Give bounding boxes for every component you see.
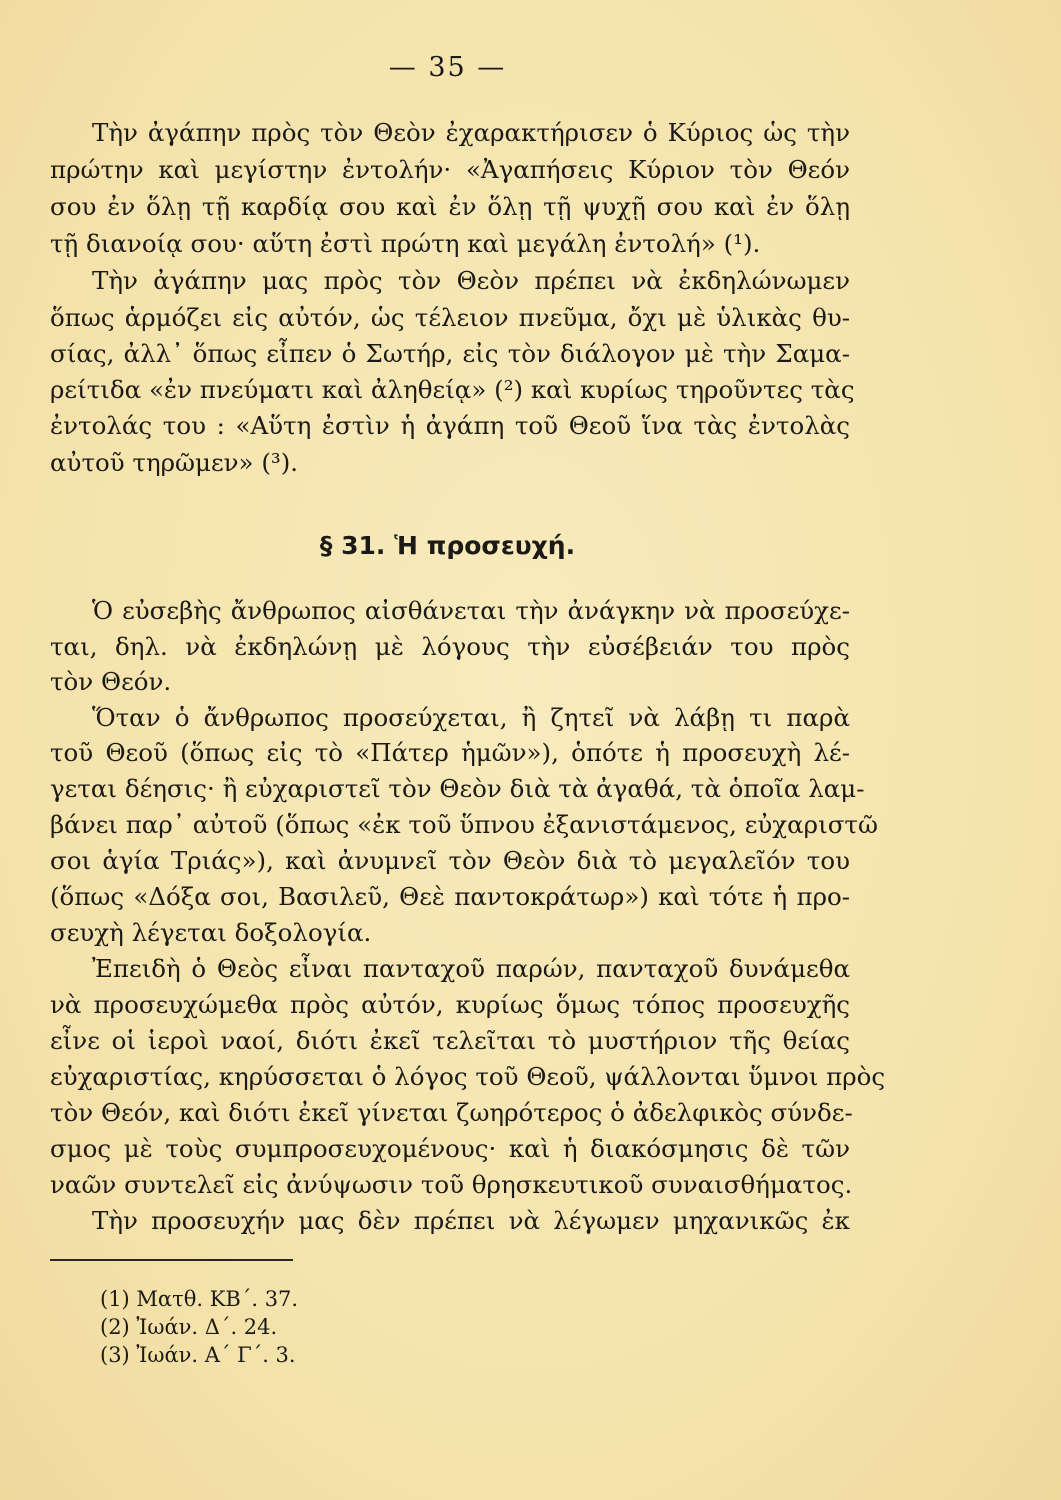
- text-line: σου ἐν ὅλῃ τῇ καρδίᾳ σου καὶ ἐν ὅλῃ τῇ ψυχῇ σου καὶ ἐν ὅλῃ: [50, 192, 850, 221]
- text-line: Τὴν ἀγάπην πρὸς τὸν Θεὸν ἐχαρακτήρισεν ὁ Κύριος ὡς τὴν: [92, 118, 850, 147]
- text-line: Ἐπειδὴ ὁ Θεὸς εἶναι πανταχοῦ παρών, πανταχοῦ δυνάμεθα: [92, 954, 850, 983]
- text-line: τῇ διανοίᾳ σου· αὕτη ἐστὶ πρώτη καὶ μεγάλη ἐντολή» (¹).: [50, 229, 761, 258]
- text-line: Τὴν προσευχήν μας δὲν πρέπει νὰ λέγωμεν μηχανικῶς ἐκ: [92, 1206, 850, 1235]
- text-line: Ὁ εὐσεβὴς ἄνθρωπος αἰσθάνεται τὴν ἀνάγκην νὰ προσεύχε-: [92, 596, 850, 625]
- section-heading: § 31. Ἡ προσευχή.: [319, 531, 576, 560]
- text-line: εἶνε οἱ ἱεροὶ ναοί, διότι ἐκεῖ τελεῖται τὸ μυστήριον τῆς θείας: [50, 1026, 850, 1055]
- text-line: γεται δέησις· ἢ εὐχαριστεῖ τὸν Θεὸν διὰ τὰ ἀγαθά, τὰ ὁποῖα λαμ-: [50, 774, 865, 803]
- text-line: εὐχαριστίας, κηρύσσεται ὁ λόγος τοῦ Θεοῦ, ψάλλονται ὕμνοι πρὸς: [50, 1062, 886, 1091]
- text-line: αὐτοῦ τηρῶμεν» (³).: [50, 448, 299, 477]
- text-line: βάνει παρ᾽ αὐτοῦ (ὅπως «ἐκ τοῦ ὕπνου ἐξανιστάμενος, εὐχαριστῶ: [50, 810, 878, 839]
- text-line: τὸν Θεόν, καὶ διότι ἐκεῖ γίνεται ζωηρότερος ὁ ἀδελφικὸς σύνδε-: [50, 1098, 853, 1127]
- text-line: σμος μὲ τοὺς συμπροσευχομένους· καὶ ἡ διακόσμησις δὲ τῶν: [50, 1134, 850, 1163]
- text-line: νὰ προσευχώμεθα πρὸς αὐτόν, κυρίως ὅμως τόπος προσευχῆς: [50, 990, 850, 1019]
- footnote: (1) Ματθ. ΚΒ΄. 37.: [100, 1287, 299, 1311]
- text-line: σίας, ἀλλ᾽ ὅπως εἶπεν ὁ Σωτήρ, εἰς τὸν διάλογον μὲ τὴν Σαμα-: [50, 339, 850, 368]
- text-line: Ὅταν ὁ ἄνθρωπος προσεύχεται, ἢ ζητεῖ νὰ λάβῃ τι παρὰ: [92, 703, 850, 732]
- text-line: σοι ἁγία Τριάς»), καὶ ἀνυμνεῖ τὸν Θεὸν διὰ τὸ μεγαλεῖόν του: [50, 846, 850, 875]
- text-line: τὸν Θεόν.: [50, 667, 172, 696]
- text-line: ρείτιδα «ἐν πνεύματι καὶ ἀληθείᾳ» (²) καὶ κυρίως τηροῦντες τὰς: [50, 375, 855, 404]
- text-line: πρώτην καὶ μεγίστην ἐντολήν· «Ἀγαπήσεις Κύριον τὸν Θεόν: [50, 155, 850, 184]
- text-line: (ὅπως «Δόξα σοι, Βασιλεῦ, Θεὲ παντοκράτωρ») καὶ τότε ἡ προ-: [50, 882, 850, 911]
- text-line: σευχὴ λέγεται δοξολογία.: [50, 918, 372, 947]
- footnote: (2) Ἰωάν. Δ΄. 24.: [100, 1315, 278, 1339]
- page-number: — 35 —: [388, 52, 507, 83]
- text-line: Τὴν ἀγάπην μας πρὸς τὸν Θεὸν πρέπει νὰ ἐκδηλώνωμεν: [92, 266, 850, 295]
- text-line: ἐντολάς του : «Αὕτη ἐστὶν ἡ ἀγάπη τοῦ Θεοῦ ἵνα τὰς ἐντολὰς: [50, 411, 850, 440]
- footnote-divider: [50, 1259, 293, 1261]
- text-line: ναῶν συντελεῖ εἰς ἀνύψωσιν τοῦ θρησκευτικοῦ συναισθήματος.: [50, 1170, 853, 1199]
- footnote: (3) Ἰωάν. Α΄ Γ΄. 3.: [100, 1343, 296, 1367]
- text-line: ται, δηλ. νὰ ἐκδηλώνῃ μὲ λόγους τὴν εὐσέβειάν του πρὸς: [50, 632, 850, 661]
- text-line: τοῦ Θεοῦ (ὅπως εἰς τὸ «Πάτερ ἡμῶν»), ὁπότε ἡ προσευχὴ λέ-: [50, 738, 850, 767]
- text-line: ὅπως ἁρμόζει εἰς αὐτόν, ὡς τέλειον πνεῦμα, ὄχι μὲ ὑλικὰς θυ-: [50, 303, 850, 332]
